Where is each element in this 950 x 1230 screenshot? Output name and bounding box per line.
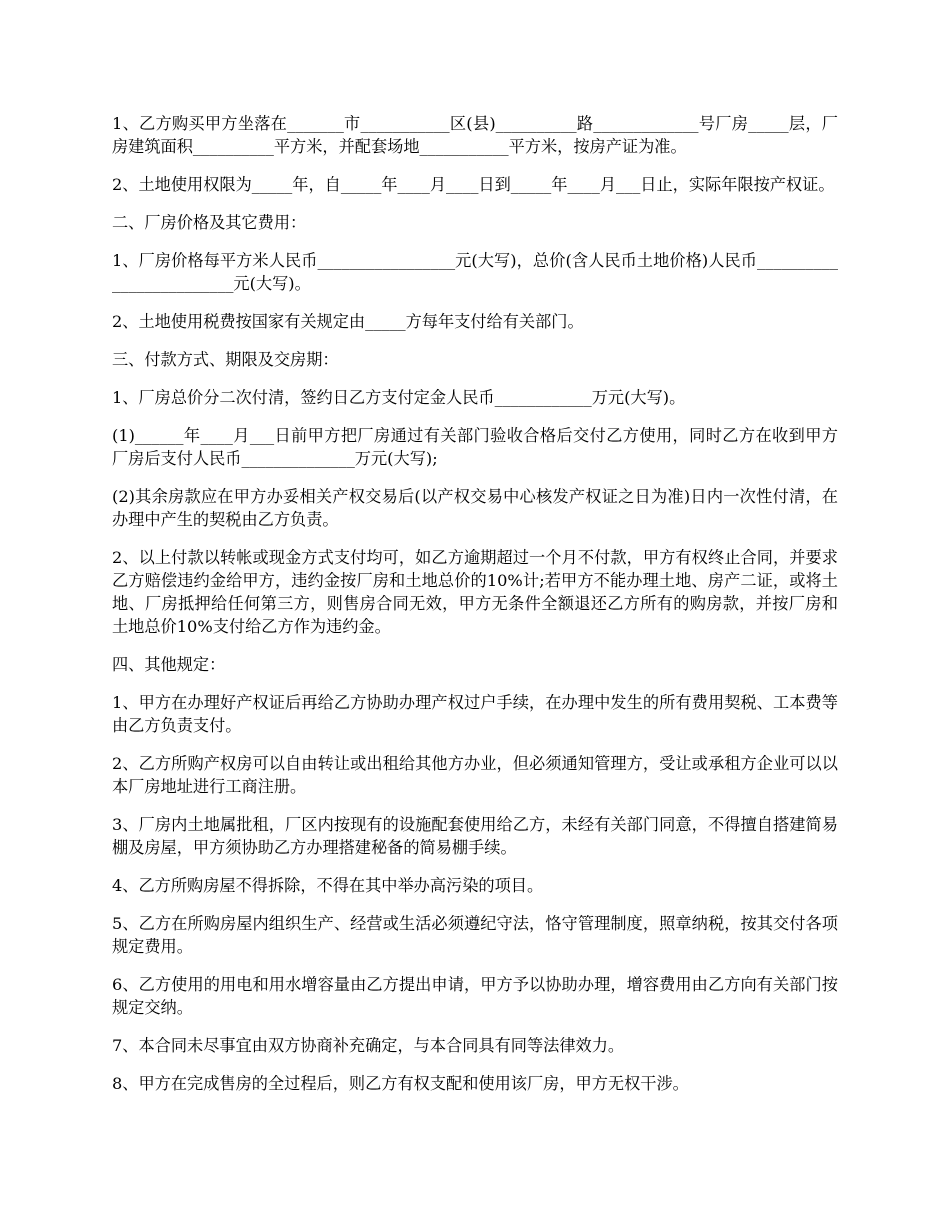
clause-installment-1: (1)______年____月___日前甲方把厂房通过有关部门验收合格后交付乙方使用，同时乙方在收到甲方厂房后支付人民币______________万元(大写); [112,426,838,468]
other-clause-4: 4、乙方所购房屋不得拆除，不得在其中举办高污染的项目。 [112,876,544,895]
other-clause-6: 6、乙方使用的用电和用水增容量由乙方提出申请，甲方予以协助办理，增容费用由乙方向有关部门按规定交纳。 [112,975,838,1017]
other-clause-8: 8、甲方在完成售房的全过程后，则乙方有权支配和使用该厂房，甲方无权干涉。 [112,1074,689,1093]
other-clause-2: 2、乙方所购产权房可以自由转让或出租给其他方办业，但必须通知管理方，受让或承租方企业可以以本厂房地址进行工商注册。 [112,754,838,796]
clause-2-land-term: 2、土地使用权限为_____年，自_____年____月____日到_____年____月___日止，实际年限按产权证。 [112,175,835,194]
clause-1-location: 1、乙方购买甲方坐落在_______市___________区(县)__________路_____________号厂房_____层，厂房建筑面积__________平方米，并配套场地___________平方米，按房产证为准。 [112,114,838,156]
other-clause-1: 1、甲方在办理好产权证后再给乙方协助办理产权过户手续，在办理中发生的所有费用契税、工本费等由乙方负责支付。 [112,693,838,735]
section-heading-price: 二、厂房价格及其它费用： [112,213,307,232]
other-clause-3: 3、厂房内土地属批租，厂区内按现有的设施配套使用给乙方，未经有关部门同意，不得擅自搭建简易棚及房屋，甲方须协助乙方办理搭建秘备的简易棚手续。 [112,815,838,857]
document-body [112,112,838,1110]
section-heading-payment: 三、付款方式、期限及交房期： [112,350,339,369]
other-clause-5: 5、乙方在所购房屋内组织生产、经营或生活必须遵纪守法，恪守管理制度，照章纳税，按其交付各项规定费用。 [112,914,838,956]
section-heading-other: 四、其他规定： [112,655,226,674]
clause-installment-2: (2)其余房款应在甲方办妥相关产权交易后(以产权交易中心核发产权证之日为准)日内一次性付清，在办理中产生的契税由乙方负责。 [112,487,838,529]
clause-installments: 1、厂房总价分二次付清，签约日乙方支付定金人民币____________万元(大写)。 [112,388,686,407]
other-clause-7: 7、本合同未尽事宜由双方协商补充确定，与本合同具有同等法律效力。 [112,1036,625,1055]
clause-land-tax: 2、土地使用税费按国家有关规定由_____方每年支付给有关部门。 [112,312,584,331]
clause-payment-method: 2、以上付款以转帐或现金方式支付均可，如乙方逾期超过一个月不付款，甲方有权终止合同，并要求乙方赔偿违约金给甲方，违约金按厂房和土地总价的10%计;若甲方不能办理土地、房产二证，或将土地、厂房抵押给任何第三方，则售房合同无效，甲方无条件全额退还乙方所有的购房款，并按厂房和土地总价10%支付给乙方作为违约金。 [112,548,838,636]
clause-price: 1、厂房价格每平方米人民币_________________元(大写)，总价(含人民币土地价格)人民币_________________________元(大写)。 [112,251,838,293]
